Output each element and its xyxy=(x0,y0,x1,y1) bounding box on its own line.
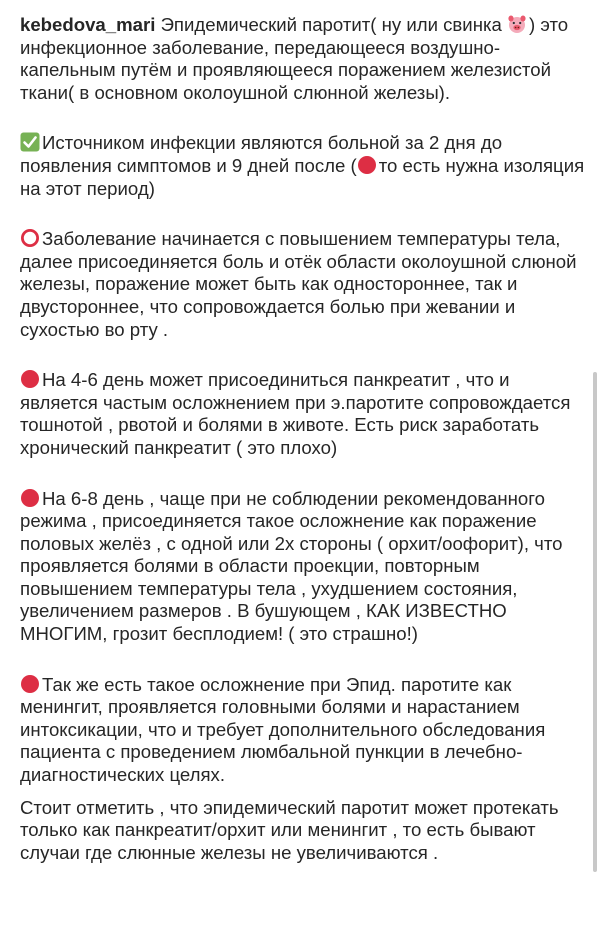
username-link[interactable]: kebedova_mari xyxy=(20,14,156,35)
caption-text: Так же есть такое осложнение при Эпид. паротите как менингит, проявляется головными болями и нарастанием интоксикации, что и требует дополнительного обследования пациента с проведением люмбальной пункции в лечебно- диагностических целях. xyxy=(20,673,546,786)
caption-paragraph-onset xyxy=(20,228,586,341)
caption-text: Источником инфекции являются больной за 2 дня до появления симптомов и 9 дней после ( xyxy=(20,132,503,176)
caption-paragraph-note xyxy=(20,797,586,865)
post-caption xyxy=(20,14,586,892)
caption-paragraph-intro xyxy=(20,14,586,104)
caption-text: то есть нужна изоляция на этот период) xyxy=(20,154,585,199)
red-circle-icon xyxy=(20,488,40,508)
caption-paragraph-orchitis xyxy=(20,488,586,646)
caption-text: На 4-6 день может присоединиться панкреатит , что и является частым осложнением при э.паротите сопровождается тошнотой , рвотой и болями в животе. Есть риск заработать хронический панкреатит ( это плохо) xyxy=(20,369,571,458)
hollow-red-circle-icon xyxy=(20,228,40,248)
caption-text: ) это инфекционное заболевание, передающееся воздушно-капельным путём и проявляющееся поражением железистой ткани( в основном околоушной слюнной железы). xyxy=(20,14,569,103)
caption-text: Эпидемический паротит( ну или свинка xyxy=(155,14,508,35)
red-circle-icon xyxy=(357,155,377,175)
scrollbar-thumb[interactable] xyxy=(593,372,597,872)
pig-face-icon xyxy=(507,14,527,34)
red-circle-icon xyxy=(20,674,40,694)
caption-paragraph-pancreatitis xyxy=(20,369,586,459)
caption-paragraph-meningitis xyxy=(20,674,586,787)
check-mark-icon xyxy=(20,132,40,152)
caption-text: Стоит отметить , что эпидемический паротит может протекать только как панкреатит/орхит или менингит , то есть бывают случаи где слюнные железы не увеличиваются . xyxy=(20,796,559,863)
red-circle-icon xyxy=(20,369,40,389)
caption-paragraph-source xyxy=(20,132,586,200)
caption-text: Заболевание начинается с повышением температуры тела, далее присоединяется боль и отёк области околоушной слюной железы, поражение может быть как одностороннее, так и двустороннее, что сопровождается болью при жевании и сухостью во рту . xyxy=(20,228,577,340)
caption-text: На 6-8 день , чаще при не соблюдении рекомендованного режима , присоединяется такое осложнение как поражение половых желёз , с одной или 2х стороны ( орхит/оофорит), что проявляется болями в области проекции, повторным повышением температуры тела , ухудшением состояния, увеличением размеров . В бушующем , КАК ИЗВЕСТНО МНОГИМ, грозит бесплодием! ( это страшно!) xyxy=(20,487,563,645)
